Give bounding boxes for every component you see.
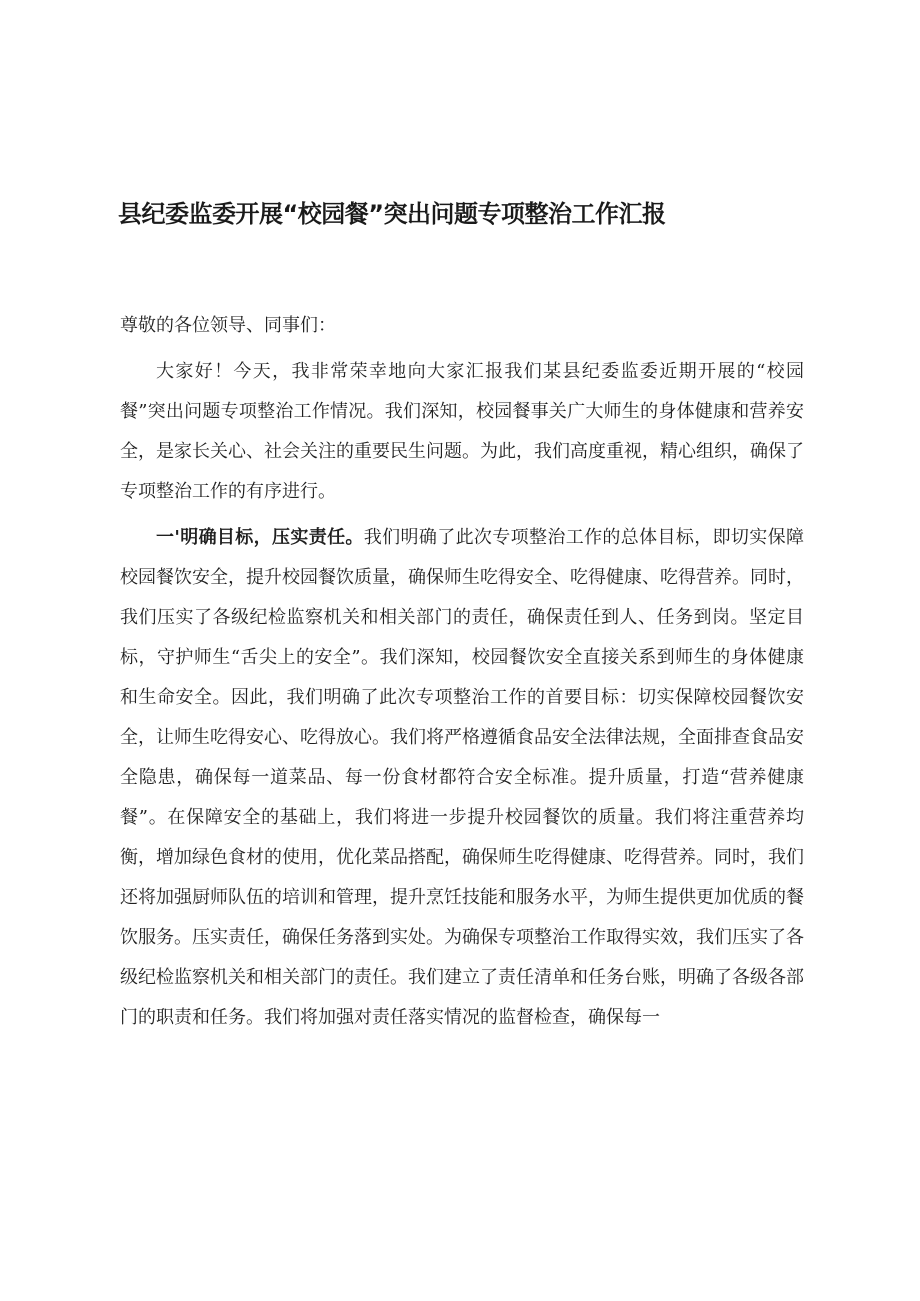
document-title: 县纪委监委开展“校园餐”突出问题专项整治工作汇报 xyxy=(118,200,666,228)
section-one-text: 我们明确了此次专项整治工作的总体目标，即切实保障校园餐饮安全，提升校园餐饮质量，确保师生吃得安全、吃得健康、吃得营养。同时，我们压实了各级纪检监察机关和相关部门的责任，确保责任到人、任务到岗。坚定目标，守护师生“舌尖上的安全”。我们深知，校园餐饮安全直接关系到师生的身体健康和生命安全。因此，我们明确了此次专项整治工作的首要目标：切实保障校园餐饮安全，让师生吃得安心、吃得放心。我们将严格遵循食品安全法律法规，全面排查食品安全隐患，确保每一道菜品、每一份食材都符合安全标准。提升质量，打造“营养健康餐”。在保障安全的基础上，我们将进一步提升校园餐饮的质量。我们将注重营养均衡，增加绿色食材的使用，优化菜品搭配，确保师生吃得健康、吃得营养。同时，我们还将加强厨师队伍的培训和管理，提升烹饪技能和服务水平，为师生提供更加优质的餐饮服务。压实责任，确保任务落到实处。为确保专项整治工作取得实效，我们压实了各级纪检监察机关和相关部门的责任。我们建立了责任清单和任务台账，明确了各级各部门的职责和任务。我们将加强对责任落实情况的监督检查，确保每一 xyxy=(120,527,804,1028)
greeting-line: 尊敬的各位领导、同事们： xyxy=(120,315,336,336)
intro-paragraph: 大家好！今天，我非常荣幸地向大家汇报我们某县纪委监委近期开展的“校园餐”突出问题专项整治工作情况。我们深知，校园餐事关广大师生的身体健康和营养安全，是家长关心、社会关注的重要民生问题。为此，我们高度重视，精心组织，确保了专项整治工作的有序进行。 xyxy=(120,361,804,502)
document-body xyxy=(120,306,804,1044)
section-one-heading: 一'明确目标，压实责任。 xyxy=(156,527,364,548)
section-one-paragraph xyxy=(120,518,804,1038)
